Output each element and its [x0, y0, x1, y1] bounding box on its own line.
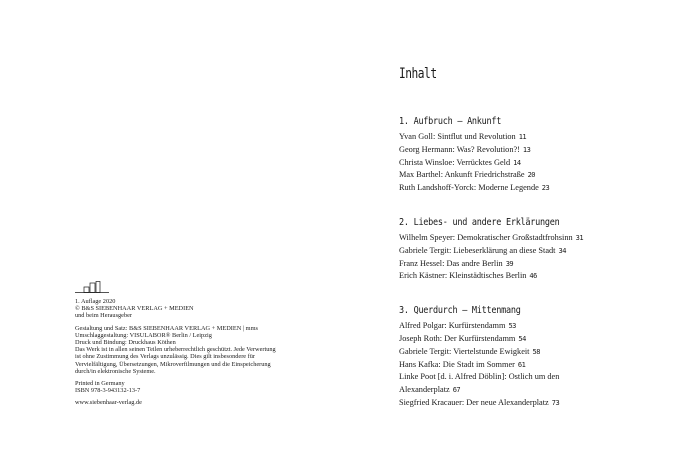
entry-page: 58 — [532, 347, 540, 356]
toc-entry — [399, 346, 619, 359]
page-title: Inhalt — [399, 66, 437, 82]
imprint — [75, 298, 375, 412]
toc-section — [399, 115, 684, 195]
entry-title: Ruth Landshoff-Yorck: Moderne Legende — [399, 183, 539, 193]
toc-entry — [399, 397, 619, 410]
entry-title: Hans Kafka: Die Stadt im Sommer — [399, 359, 515, 369]
entry-title: Franz Hessel: Das andre Berlin — [399, 258, 503, 268]
entry-page: 39 — [505, 259, 514, 268]
entry-title: Wilhelm Speyer: Demokratischer Großstadtfrohsinn — [399, 232, 573, 242]
entry-title: Gabriele Tergit: Viertelstunde Ewigkeit — [399, 346, 530, 356]
section-heading: 1. Aufbruch – Ankunft — [399, 116, 502, 127]
entry-title: Georg Hermann: Was? Revolution?! — [399, 144, 520, 154]
imprint-copyright-2: und beim Herausgeber — [75, 312, 133, 320]
imprint-production-2: Umschlaggestaltung: VISULABOR® Berlin / Leipzig — [75, 331, 212, 339]
imprint-url: www.siebenhaar-verlag.de — [75, 399, 142, 407]
toc-entry — [399, 144, 619, 157]
entry-page: 54 — [518, 334, 526, 343]
section-heading: 2. Liebes- und andere Erklärungen — [399, 216, 560, 228]
section-heading: 3. Querdurch – Mittenmang — [399, 305, 521, 317]
entry-page: 20 — [527, 171, 536, 180]
imprint-isbn: ISBN 978-3-943132-13-7 — [75, 387, 141, 395]
toc-entry — [399, 270, 619, 283]
toc-section — [399, 304, 684, 410]
toc-entry — [399, 157, 619, 170]
imprint-rights-3: Vervielfältigung, Übersetzungen, Mikroverfilmungen und die Einspeicherung — [75, 360, 271, 368]
toc-entry — [399, 131, 619, 144]
entry-page: 13 — [522, 145, 531, 154]
toc-entry — [399, 232, 619, 245]
imprint-copyright: © B&S SIEBENHAAR VERLAG + MEDIEN — [75, 305, 194, 313]
entry-title: Siegfried Kracauer: Der neue Alexanderplatz — [399, 397, 549, 407]
entry-page: 53 — [508, 322, 516, 331]
toc-entry — [399, 245, 619, 258]
imprint-production-1: Gestaltung und Satz: B&S SIEBENHAAR VERLAG + MEDIEN | mms — [75, 324, 258, 332]
imprint-edition: 1. Auflage 2020 — [75, 298, 116, 305]
toc-section — [399, 216, 684, 283]
publisher-logo-icon — [75, 281, 109, 293]
entry-page: 46 — [529, 272, 537, 281]
entry-title: Erich Kästner: Kleinstädtisches Berlin — [399, 271, 527, 281]
toc-entry — [399, 359, 619, 372]
toc-entry — [399, 169, 619, 182]
imprint-production-3: Druck und Bindung: Druckhaus Köthen — [75, 339, 176, 347]
entry-page: 34 — [558, 246, 566, 255]
toc-entry — [399, 182, 619, 195]
entry-title: Linke Poot [d. i. Alfred Döblin]: Ostlich um den Alexanderplatz — [399, 372, 560, 395]
entry-title: Joseph Roth: Der Kurfürstendamm — [399, 333, 516, 343]
imprint-rights-2: ist ohne Zustimmung des Verlags unzulässig. Dies gilt insbesondere für — [75, 353, 256, 361]
table-of-contents — [399, 66, 684, 431]
entry-page: 31 — [575, 233, 584, 242]
entry-page: 61 — [517, 360, 526, 369]
toc-entry — [399, 320, 619, 333]
toc-entry — [399, 258, 619, 271]
entry-page: 14 — [513, 158, 521, 167]
entry-page: 67 — [452, 386, 461, 395]
entry-title: Gabriele Tergit: Liebeserklärung an diese Stadt — [399, 245, 556, 255]
entry-title: Max Barthel: Ankunft Friedrichstraße — [399, 170, 525, 180]
entry-title: Christa Winsloe: Verrücktes Geld — [399, 157, 511, 167]
imprint-rights-4: durch/in elektronische Systeme. — [75, 367, 156, 375]
entry-title: Alfred Polgar: Kurfürstendamm — [399, 321, 506, 331]
toc-entry — [399, 371, 619, 397]
entry-title: Yvan Goll: Sintflut und Revolution — [399, 132, 516, 141]
toc-entry — [399, 333, 619, 346]
entry-page: 73 — [551, 398, 560, 407]
imprint-printed: Printed in Germany — [75, 380, 125, 388]
imprint-rights-1: Das Werk ist in allen seinen Teilen urheberrechtlich geschützt. Jede Verwertung — [75, 346, 276, 354]
entry-page: 23 — [541, 184, 550, 193]
entry-page: 11 — [518, 133, 527, 141]
